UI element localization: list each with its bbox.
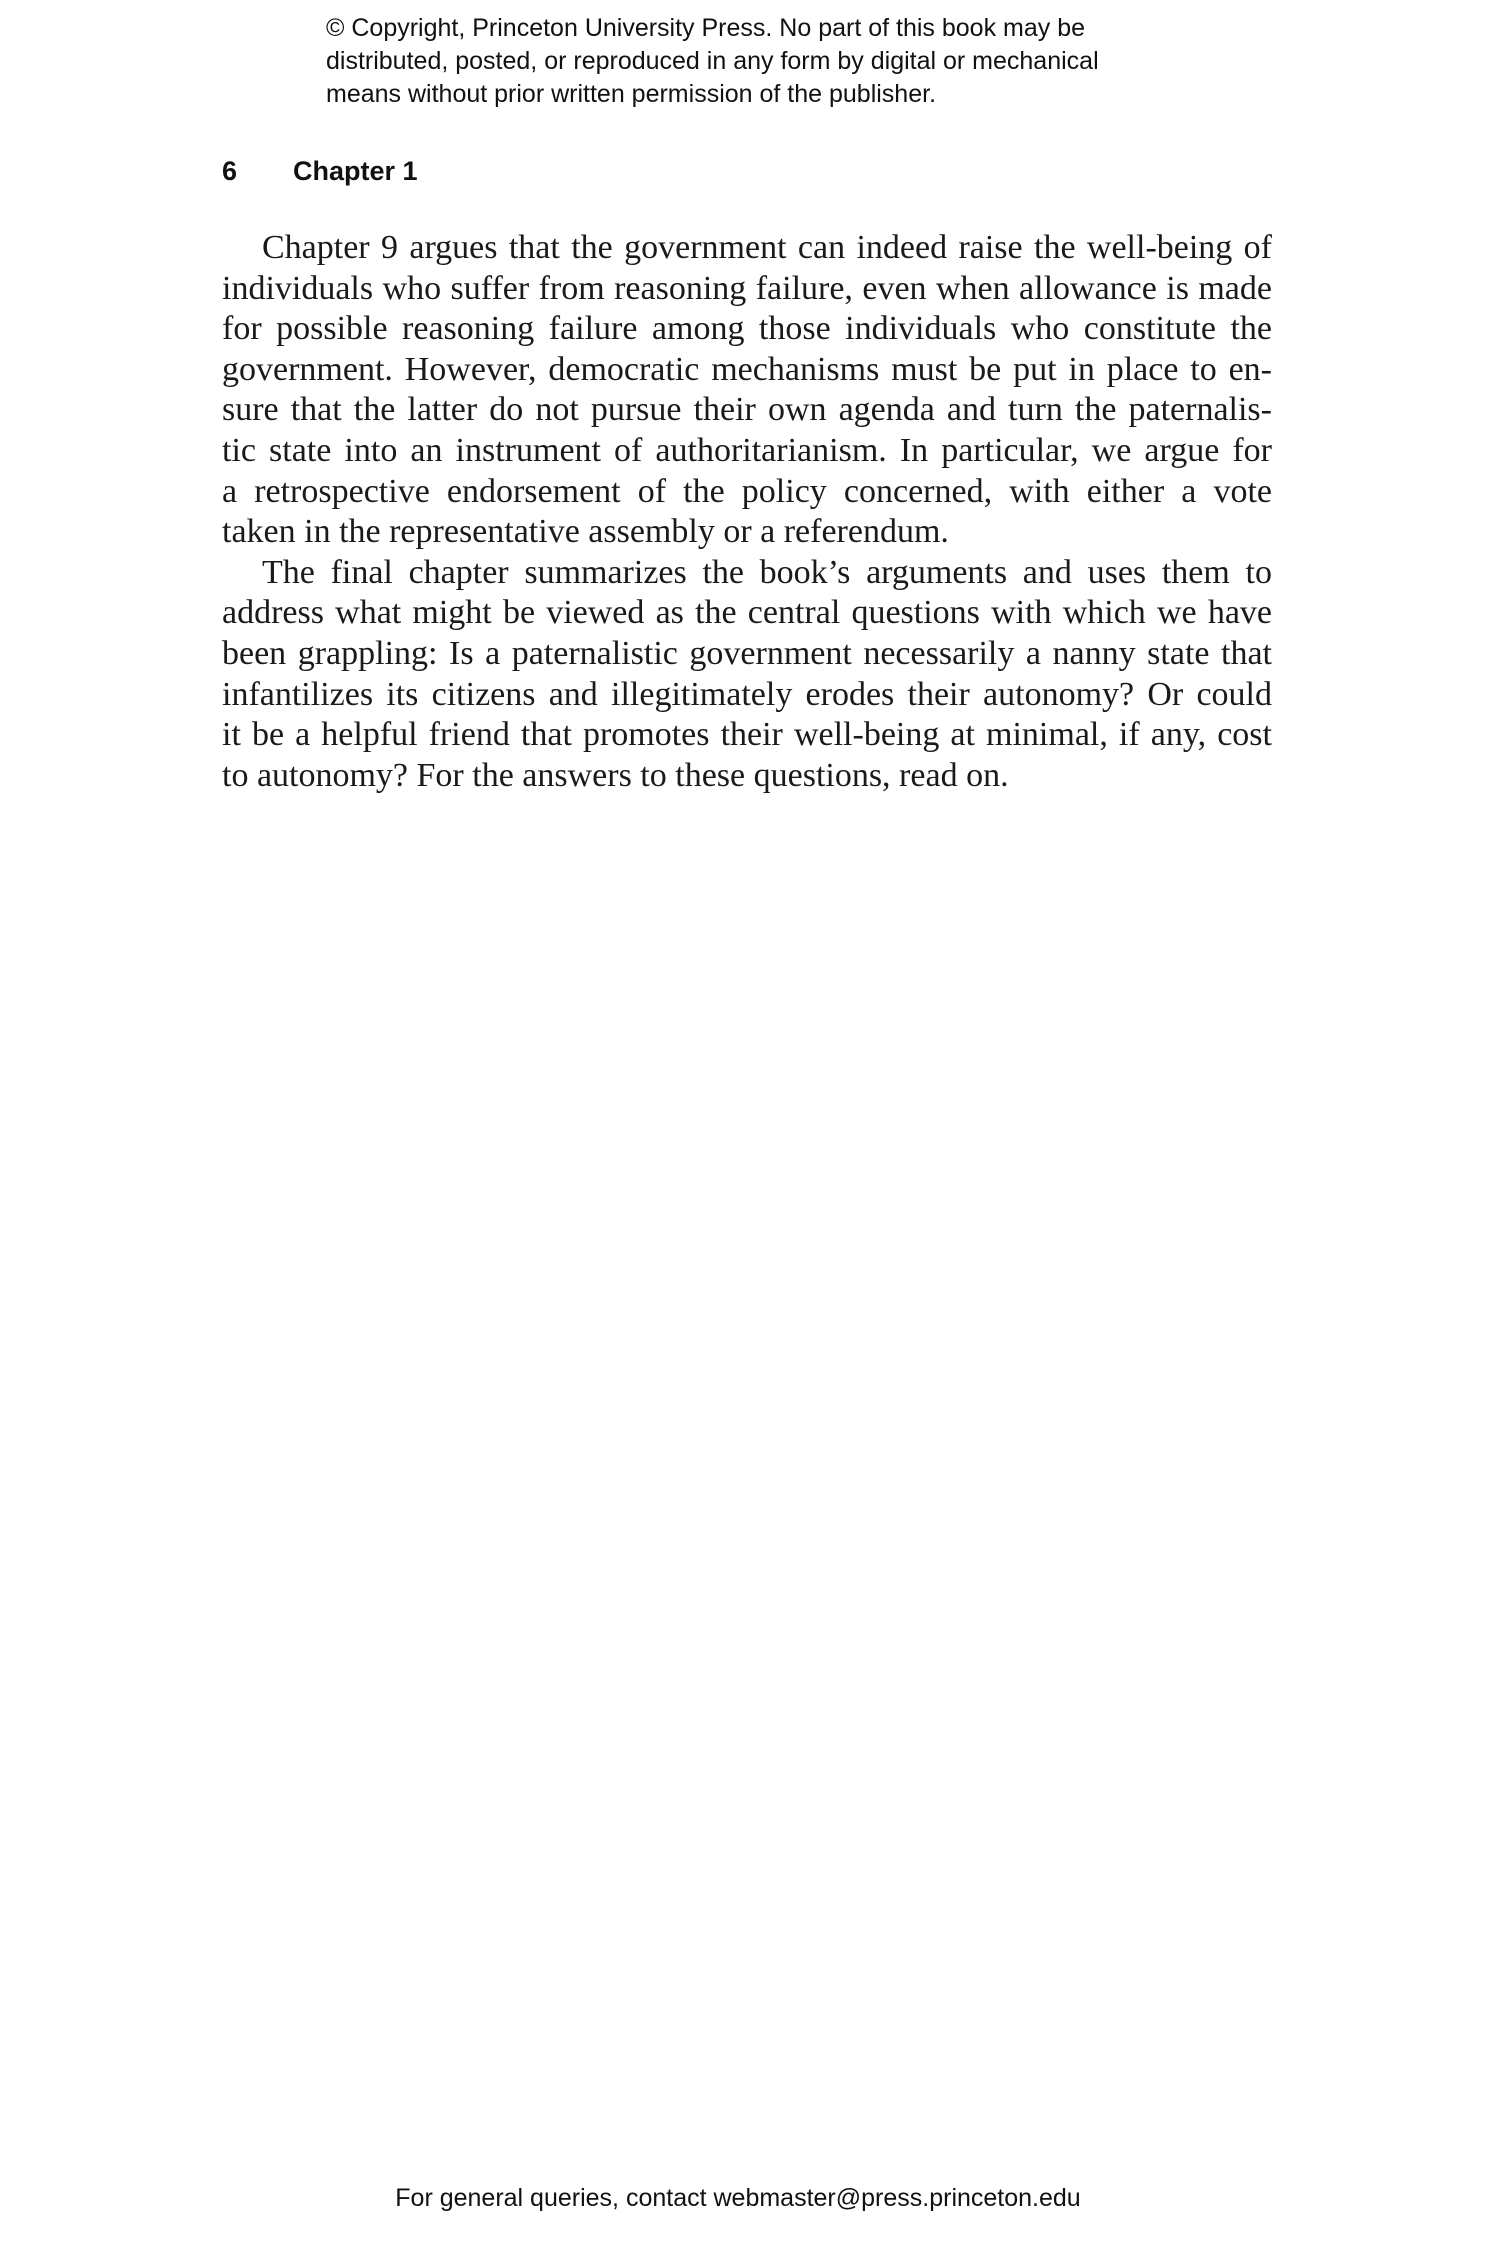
copyright-line: distributed, posted, or reproduced in any form by digital or mechanical [326, 47, 1099, 75]
paragraph [222, 553, 1272, 797]
text-line: to autonomy? For the answers to these questions, read on. [222, 756, 1009, 794]
text-line: sure that the latter do not pursue their own agenda and turn the paternalis- [222, 391, 1272, 429]
text-line: tic state into an instrument of authoritarianism. In particular, we argue for [222, 431, 1272, 469]
copyright-line: means without prior written permission of the publisher. [326, 80, 937, 108]
footer-contact: For general queries, contact webmaster@press.princeton.edu [395, 2184, 1081, 2212]
text-line: Chapter 9 argues that the government can indeed raise the well-being of [262, 229, 1272, 266]
paragraph [222, 228, 1272, 553]
running-head-chapter: Chapter 1 [293, 156, 418, 186]
text-line: taken in the representative assembly or a referendum. [222, 513, 949, 551]
copyright-line: © Copyright, Princeton University Press. No part of this book may be [326, 14, 1086, 42]
footer [0, 2184, 1500, 2213]
text-line: it be a helpful friend that promotes their well-being at minimal, if any, cost [222, 716, 1272, 754]
text-line: individuals who suffer from reasoning failure, even when allowance is made [222, 269, 1272, 307]
text-line: address what might be viewed as the central questions with which we have [222, 594, 1272, 632]
copyright-notice [326, 12, 1226, 111]
text-line: The final chapter summarizes the book’s arguments and uses them to [262, 553, 1272, 591]
text-line: for possible reasoning failure among those individuals who constitute the [222, 310, 1272, 348]
text-line: a retrospective endorsement of the policy concerned, with either a vote [222, 472, 1272, 510]
text-line: infantilizes its citizens and illegitimately erodes their autonomy? Or could [222, 675, 1272, 713]
text-line: been grappling: Is a paternalistic government necessarily a nanny state that [222, 634, 1272, 672]
page-number: 6 [222, 156, 238, 186]
text-line: government. However, democratic mechanisms must be put in place to en- [222, 350, 1272, 388]
body-text [222, 228, 1272, 796]
